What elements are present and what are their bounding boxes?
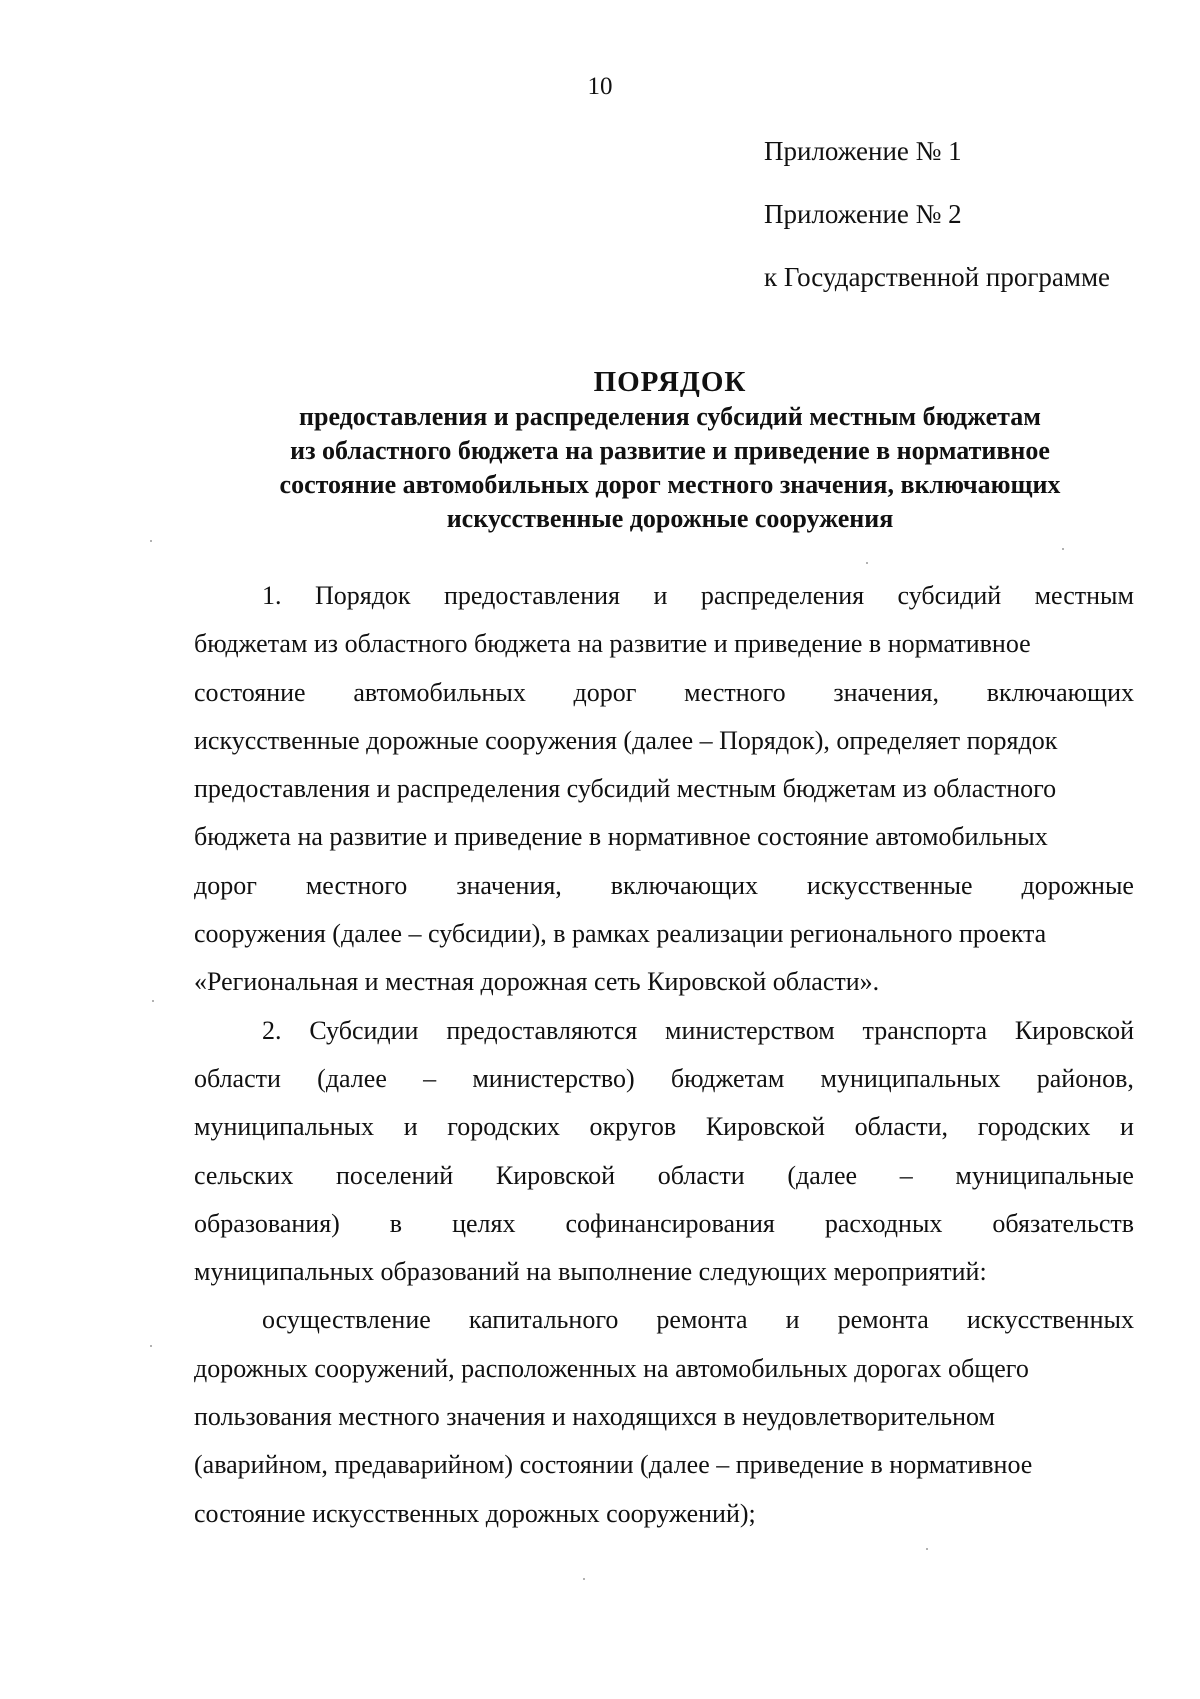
word: значения, — [456, 870, 562, 900]
text-line: сооружения (далее – субсидии), в рамках реализации регионального проекта — [194, 919, 1047, 949]
word: поселений — [336, 1160, 454, 1190]
appendix-line-3: к Государственной программе — [764, 262, 1111, 292]
scan-speck — [152, 1000, 154, 1002]
appendix-line-1: Приложение № 1 — [764, 136, 962, 166]
text-line: (аварийном, предаварийном) состоянии (далее – приведение в нормативное — [194, 1450, 1033, 1480]
word: бюджетам — [670, 1063, 785, 1093]
appendix-line-2: Приложение № 2 — [764, 199, 962, 229]
word: Субсидии — [309, 1015, 419, 1045]
heading-title: ПОРЯДОК — [593, 366, 747, 398]
word: Кировской — [495, 1160, 616, 1190]
word: значения, — [833, 677, 939, 707]
word: распределения — [700, 581, 865, 610]
word: софинансирования — [565, 1208, 775, 1238]
word: муниципальных — [194, 1112, 375, 1142]
text-line: «Региональная и местная дорожная сеть Кировской области». — [194, 967, 880, 997]
heading-subtitle-line-3: состояние автомобильных дорог местного значения, включающих — [279, 470, 1061, 499]
word: 1. — [262, 581, 282, 610]
word: городских — [977, 1112, 1091, 1142]
document-body — [194, 572, 1134, 1538]
word: округов — [589, 1112, 677, 1142]
word: капитального — [468, 1305, 619, 1335]
text-line — [194, 1200, 1134, 1248]
word: в — [389, 1208, 403, 1238]
text-line — [194, 669, 1134, 717]
word: – — [423, 1063, 437, 1093]
word: муниципальных — [820, 1063, 1001, 1093]
appendix-block — [764, 136, 1184, 325]
word: и — [653, 581, 668, 610]
word: дорог — [573, 677, 637, 707]
word: министерством — [665, 1015, 835, 1045]
scan-speck — [150, 1345, 152, 1347]
word: образования) — [194, 1208, 340, 1238]
paragraph-3 — [194, 1296, 1134, 1537]
word: искусственных — [966, 1305, 1134, 1335]
text-line: дорожных сооружений, расположенных на автомобильных дорогах общего — [194, 1353, 1029, 1383]
text-line: искусственные дорожные сооружения (далее – Порядок), определяет порядок — [194, 725, 1058, 755]
heading-subtitle-line-2: из областного бюджета на развитие и приведение в нормативное — [290, 436, 1050, 465]
word: дорог — [194, 870, 257, 900]
word: субсидий — [897, 581, 1002, 610]
word: районов, — [1036, 1063, 1134, 1093]
word: местным — [1034, 581, 1134, 610]
text-line — [194, 1152, 1134, 1200]
scan-speck — [583, 1578, 585, 1580]
paragraph-1 — [194, 572, 1134, 1007]
page-number: 10 — [587, 73, 613, 100]
heading-subtitle-line-1: предоставления и распределения субсидий местным бюджетам — [299, 402, 1041, 431]
word: ремонта — [837, 1305, 929, 1335]
word: Кировской — [1014, 1015, 1134, 1045]
text-line — [194, 1055, 1134, 1103]
text-line: предоставления и распределения субсидий местным бюджетам из областного — [194, 774, 1057, 804]
text-line: муниципальных образований на выполнение следующих мероприятий: — [194, 1257, 987, 1287]
word: включающих — [610, 870, 758, 900]
word: области, — [854, 1112, 949, 1142]
word: 2. — [262, 1015, 282, 1045]
word: городских — [447, 1112, 560, 1142]
text-line — [194, 1007, 1134, 1055]
word: целях — [452, 1208, 516, 1238]
text-line: бюджета на развитие и приведение в нормативное состояние автомобильных — [194, 822, 1048, 852]
word: Порядок — [314, 581, 411, 610]
word: дорожные — [1021, 870, 1134, 900]
word: (далее — [787, 1160, 858, 1190]
scan-speck — [1062, 548, 1064, 550]
text-line: бюджетам из областного бюджета на развитие и приведение в нормативное — [194, 629, 1031, 659]
text-line: состояние искусственных дорожных сооружений); — [194, 1498, 756, 1528]
word: Кировской — [705, 1112, 825, 1142]
word: расходных — [824, 1208, 943, 1238]
word: министерство) — [472, 1063, 635, 1093]
word: ремонта — [656, 1305, 748, 1335]
word: автомобильных — [353, 677, 526, 707]
word: предоставления — [444, 581, 620, 610]
text-line — [194, 572, 1134, 620]
word: – — [899, 1160, 913, 1190]
word: искусственные — [806, 870, 973, 900]
word: сельских — [194, 1160, 294, 1190]
word: и — [785, 1305, 800, 1335]
word: местного — [305, 870, 408, 900]
word: состояние — [194, 677, 306, 707]
text-line: пользования местного значения и находящихся в неудовлетворительном — [194, 1402, 995, 1432]
text-line — [194, 1296, 1134, 1344]
word: обязательств — [992, 1208, 1134, 1238]
word: и — [1120, 1112, 1134, 1142]
word: местного — [684, 677, 786, 707]
word: осуществление — [262, 1305, 431, 1335]
word: транспорта — [862, 1015, 987, 1045]
scan-speck — [926, 1548, 928, 1550]
word: включающих — [986, 677, 1134, 707]
word: области — [657, 1160, 745, 1190]
scan-speck — [150, 540, 152, 542]
text-line — [194, 1103, 1134, 1151]
word: области — [194, 1063, 281, 1093]
scan-speck — [866, 562, 868, 564]
word: и — [403, 1112, 418, 1142]
word: предоставляются — [446, 1015, 638, 1045]
text-line — [194, 862, 1134, 910]
heading-subtitle-line-4: искусственные дорожные сооружения — [446, 504, 894, 533]
word: муниципальные — [955, 1160, 1134, 1190]
word: (далее — [317, 1063, 387, 1093]
document-heading — [190, 364, 1150, 536]
paragraph-2 — [194, 1007, 1134, 1297]
